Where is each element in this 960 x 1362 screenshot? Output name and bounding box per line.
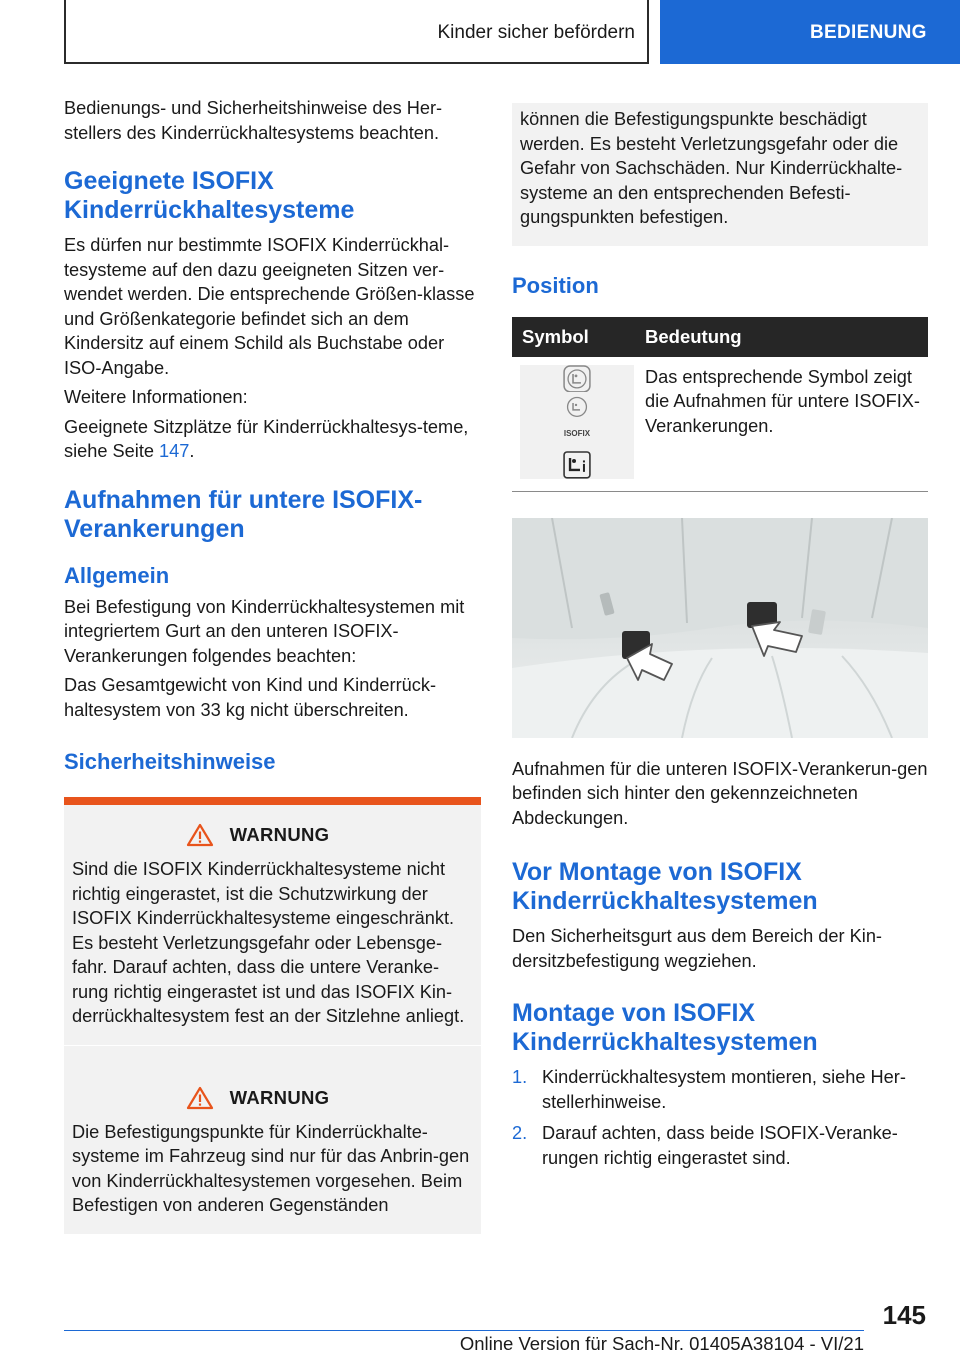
cross-reference-end: . xyxy=(189,441,195,461)
heading-vor-montage: Vor Montage von ISOFIX Kinderrückhaltesystemen xyxy=(512,858,818,915)
child-seat-info-icon xyxy=(563,451,591,479)
step-text: Darauf achten, dass beide ISOFIX-Veranke-rungen richtig eingerastet sind. xyxy=(542,1123,898,1168)
warning-title: WARNUNG xyxy=(229,824,330,845)
online-version-note: Online Version für Sach-Nr. 01405A38104 - VI/21 xyxy=(459,1333,864,1354)
column-header-symbol: Symbol xyxy=(512,317,635,357)
heading-geeignete-isofix: Geeignete ISOFIX Kinderrückhaltesysteme xyxy=(64,167,355,224)
more-info-label: Weitere Informationen: xyxy=(64,387,248,407)
heading-allgemein: Allgemein xyxy=(64,562,170,588)
symbol-table xyxy=(512,317,928,492)
step-number: 2. xyxy=(512,1123,528,1143)
warning-header xyxy=(72,1086,473,1110)
symbol-cell xyxy=(512,357,635,492)
cross-reference xyxy=(64,415,481,464)
warning-title: WARNUNG xyxy=(229,1086,330,1108)
warning-header xyxy=(72,823,473,847)
header-base-rule xyxy=(64,62,649,64)
column-header-meaning: Bedeutung xyxy=(635,317,928,357)
isofix-paragraph: Es dürfen nur bestimmte ISOFIX Kinderrückhal-tesysteme auf den dazu geeigneten Sitzen ver-wendet werden. Die entsprechende Größen-klasse und Größenkategorie befindet sich an dem Kindersitz auf einem Schild als Buchstabe oder ISO-Angabe. xyxy=(64,235,475,378)
warning-text: Die Befestigungspunkte für Kinderrückhalte-systeme im Fahrzeug sind nur für das Anbrin-gen von Kinderrückhaltesystemen vorgesehen. Beim Befestigen von anderen Gegenständen xyxy=(72,1121,470,1215)
warning-triangle-icon xyxy=(186,823,214,847)
warning-triangle-icon xyxy=(186,1086,214,1110)
montage-steps xyxy=(512,1065,928,1170)
left-column xyxy=(64,96,481,1234)
intro-paragraph: Bedienungs- und Sicherheitshinweise des Her-stellers des Kinderrückhaltesystems beachten. xyxy=(64,98,443,143)
warning-continuation xyxy=(512,103,928,246)
photo-caption: Aufnahmen für die unteren ISOFIX-Verankerun-gen befinden sich hinter den gekennzeichneten Abdeckungen. xyxy=(512,758,928,828)
right-column xyxy=(512,103,928,1177)
header-mid-rule xyxy=(647,0,649,64)
warning-text: Sind die ISOFIX Kinderrückhaltesysteme nicht richtig eingerastet, ist die Schutzwirkung der ISOFIX Kinderrückhaltesysteme eingeschränkt. Es besteht Verletzungsgefahr oder Lebensge-fahr. Darauf achten, dass die untere Veranke-rung richtig eingerastet ist und das ISOFIX Kin-derrückhaltesystem fest an der Sitzlehne anliegt. xyxy=(72,859,465,1026)
step-text: Kinderrückhaltesystem montieren, siehe Her-stellerhinweise. xyxy=(542,1067,906,1112)
warning-continuation-text: können die Befestigungspunkte beschädigt werden. Es besteht Verletzungsgefahr oder die Gefahr von Sachschäden. Nur Kinderrückhalte-systeme an den entsprechenden Befesti-gungspunkten befestigen. xyxy=(520,109,903,227)
heading-aufnahmen: Aufnahmen für untere ISOFIX-Verankerungen xyxy=(64,485,423,543)
heading-montage: Montage von ISOFIX Kinderrückhaltesystemen xyxy=(512,999,818,1056)
warning-box xyxy=(64,1045,481,1234)
vor-montage-paragraph: Den Sicherheitsgurt aus dem Bereich der Kin-dersitzbefestigung wegziehen. xyxy=(512,926,882,971)
isofix-anchor-icon xyxy=(566,396,588,418)
heading-sicherheitshinweise: Sicherheitshinweise xyxy=(64,749,276,774)
chapter-tab: BEDIENUNG xyxy=(660,0,960,64)
list-item xyxy=(512,1065,928,1114)
cross-reference-text: Geeignete Sitzplätze für Kinderrückhaltesys-teme, siehe Seite xyxy=(64,416,469,461)
heading-position: Position xyxy=(512,272,599,298)
page-number: 145 xyxy=(882,1300,926,1330)
allgemein-paragraph-1: Bei Befestigung von Kinderrückhaltesystemen mit integriertem Gurt an den unteren ISOFIX-Verankerungen folgendes beachten: xyxy=(64,596,465,666)
list-item xyxy=(512,1121,928,1170)
footer-rule xyxy=(64,1330,864,1331)
section-title: Kinder sicher befördern xyxy=(437,22,635,43)
meaning-cell: Das entsprechende Symbol zeigt die Aufnahmen für untere ISOFIX-Verankerungen. xyxy=(635,357,928,492)
step-number: 1. xyxy=(512,1067,528,1087)
page-link[interactable]: 147 xyxy=(159,441,190,461)
allgemein-paragraph-2: Das Gesamtgewicht von Kind und Kinderrück-haltesystem von 33 kg nicht überschreiten. xyxy=(64,675,437,720)
warning-box xyxy=(64,797,481,1045)
table-row xyxy=(512,357,928,492)
isofix-seat-icon xyxy=(563,365,591,393)
isofix-symbols xyxy=(520,365,634,479)
isofix-icon-label: ISOFIX xyxy=(563,429,591,439)
isofix-anchor-photo xyxy=(512,518,928,738)
